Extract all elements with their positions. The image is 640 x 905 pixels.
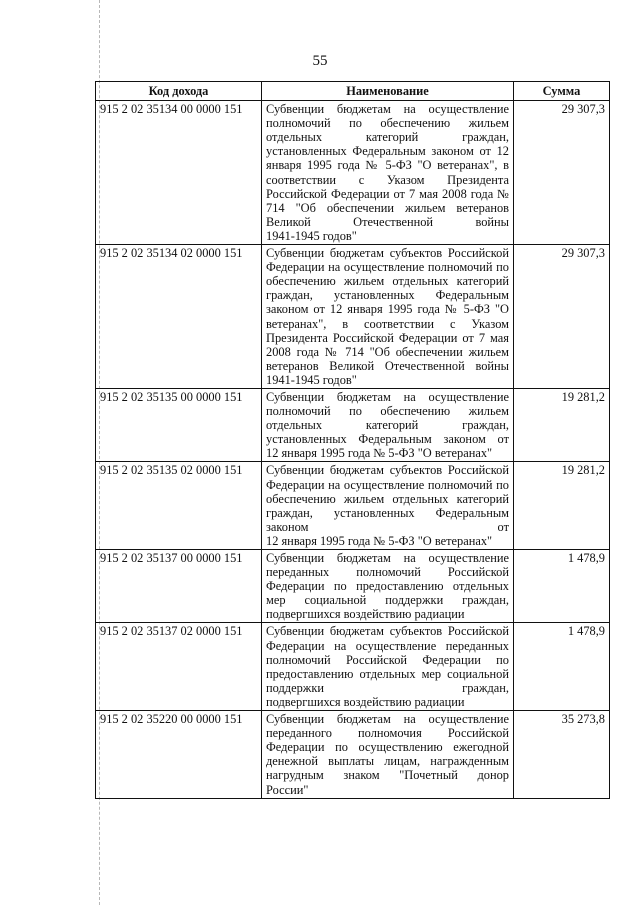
income-name bbox=[262, 245, 514, 389]
income-code: 915 2 02 35135 02 0000 151 bbox=[96, 462, 262, 550]
income-name-text: Субвенции бюджетам на осуществление переданного полномочия Российской Федерации по осуществлению ежегодной денежной выплаты лицам, награжденным нагрудным знаком "Почетный донор bbox=[266, 712, 509, 783]
income-name-last-line: России" bbox=[266, 782, 309, 797]
income-amount: 19 281,2 bbox=[514, 388, 610, 461]
income-code: 915 2 02 35134 00 0000 151 bbox=[96, 101, 262, 245]
income-code: 915 2 02 35137 00 0000 151 bbox=[96, 550, 262, 623]
income-name-last-line: подвергшихся воздействию радиации bbox=[266, 607, 465, 622]
income-name-last-line: 1941-1945 годов" bbox=[266, 372, 357, 387]
income-name-text: Субвенции бюджетам на осуществление полномочий по обеспечению жильем отдельных категорий граждан, установленных Федеральным законом от bbox=[266, 389, 509, 447]
income-name bbox=[262, 550, 514, 623]
income-table bbox=[95, 81, 610, 799]
income-name-last-line: подвергшихся воздействию радиации bbox=[266, 694, 465, 709]
income-name bbox=[262, 623, 514, 711]
table-row bbox=[96, 101, 610, 245]
column-header-amount: Сумма bbox=[514, 82, 610, 101]
income-amount: 29 307,3 bbox=[514, 245, 610, 389]
income-code: 915 2 02 35220 00 0000 151 bbox=[96, 711, 262, 799]
table-row bbox=[96, 388, 610, 461]
table-row bbox=[96, 711, 610, 799]
income-name-text: Субвенции бюджетам субъектов Российской Федерации на осуществление переданных полномочий Российской Федерации по предоставлению отдельных мер социальной поддержки граждан, bbox=[266, 624, 509, 695]
income-name bbox=[262, 388, 514, 461]
income-name-text: Субвенции бюджетам на осуществление полномочий по обеспечению жильем отдельных категорий граждан, установленных Федеральным законом от 12 января 1995 года № 5-ФЗ "О ветеранах", в соответствии с Указом Президента Российской Федерации от 7 мая 2008 года № 714 "Об обеспечении жильем ветеранов Великой Отечественной войны bbox=[266, 102, 509, 229]
income-name bbox=[262, 101, 514, 245]
income-name-last-line: 12 января 1995 года № 5-ФЗ "О ветеранах" bbox=[266, 446, 493, 461]
page-number: 55 bbox=[312, 53, 328, 69]
column-header-code: Код дохода bbox=[96, 82, 262, 101]
income-name-last-line: 12 января 1995 года № 5-ФЗ "О ветеранах" bbox=[266, 533, 493, 548]
income-amount: 19 281,2 bbox=[514, 462, 610, 550]
income-amount: 1 478,9 bbox=[514, 550, 610, 623]
income-name bbox=[262, 462, 514, 550]
column-header-name: Наименование bbox=[262, 82, 514, 101]
income-amount: 29 307,3 bbox=[514, 101, 610, 245]
income-code: 915 2 02 35134 02 0000 151 bbox=[96, 245, 262, 389]
table-row bbox=[96, 462, 610, 550]
income-name bbox=[262, 711, 514, 799]
income-name-last-line: 1941-1945 годов" bbox=[266, 228, 357, 243]
table-header-row bbox=[96, 82, 610, 101]
income-amount: 1 478,9 bbox=[514, 623, 610, 711]
income-name-text: Субвенции бюджетам субъектов Российской Федерации на осуществление полномочий по обеспечению жильем отдельных категорий граждан, установленных Федеральным законом от 12 января 1995 года № 5-ФЗ "О ветеранах", в соответствии с Указом Президента Российской Федерации от 7 мая 2008 года № 714 "Об обеспечении жильем ветеранов Великой Отечественной войны bbox=[266, 246, 509, 373]
table-row bbox=[96, 245, 610, 389]
table-row bbox=[96, 623, 610, 711]
income-name-text: Субвенции бюджетам на осуществление переданных полномочий Российской Федерации по предоставлению отдельных мер социальной поддержки граждан, bbox=[266, 551, 509, 608]
income-code: 915 2 02 35137 02 0000 151 bbox=[96, 623, 262, 711]
income-amount: 35 273,8 bbox=[514, 711, 610, 799]
income-name-text: Субвенции бюджетам субъектов Российской Федерации на осуществление полномочий по обеспечению жильем отдельных категорий граждан, установленных Федеральным законом от bbox=[266, 463, 509, 534]
income-code: 915 2 02 35135 00 0000 151 bbox=[96, 388, 262, 461]
table-row bbox=[96, 550, 610, 623]
